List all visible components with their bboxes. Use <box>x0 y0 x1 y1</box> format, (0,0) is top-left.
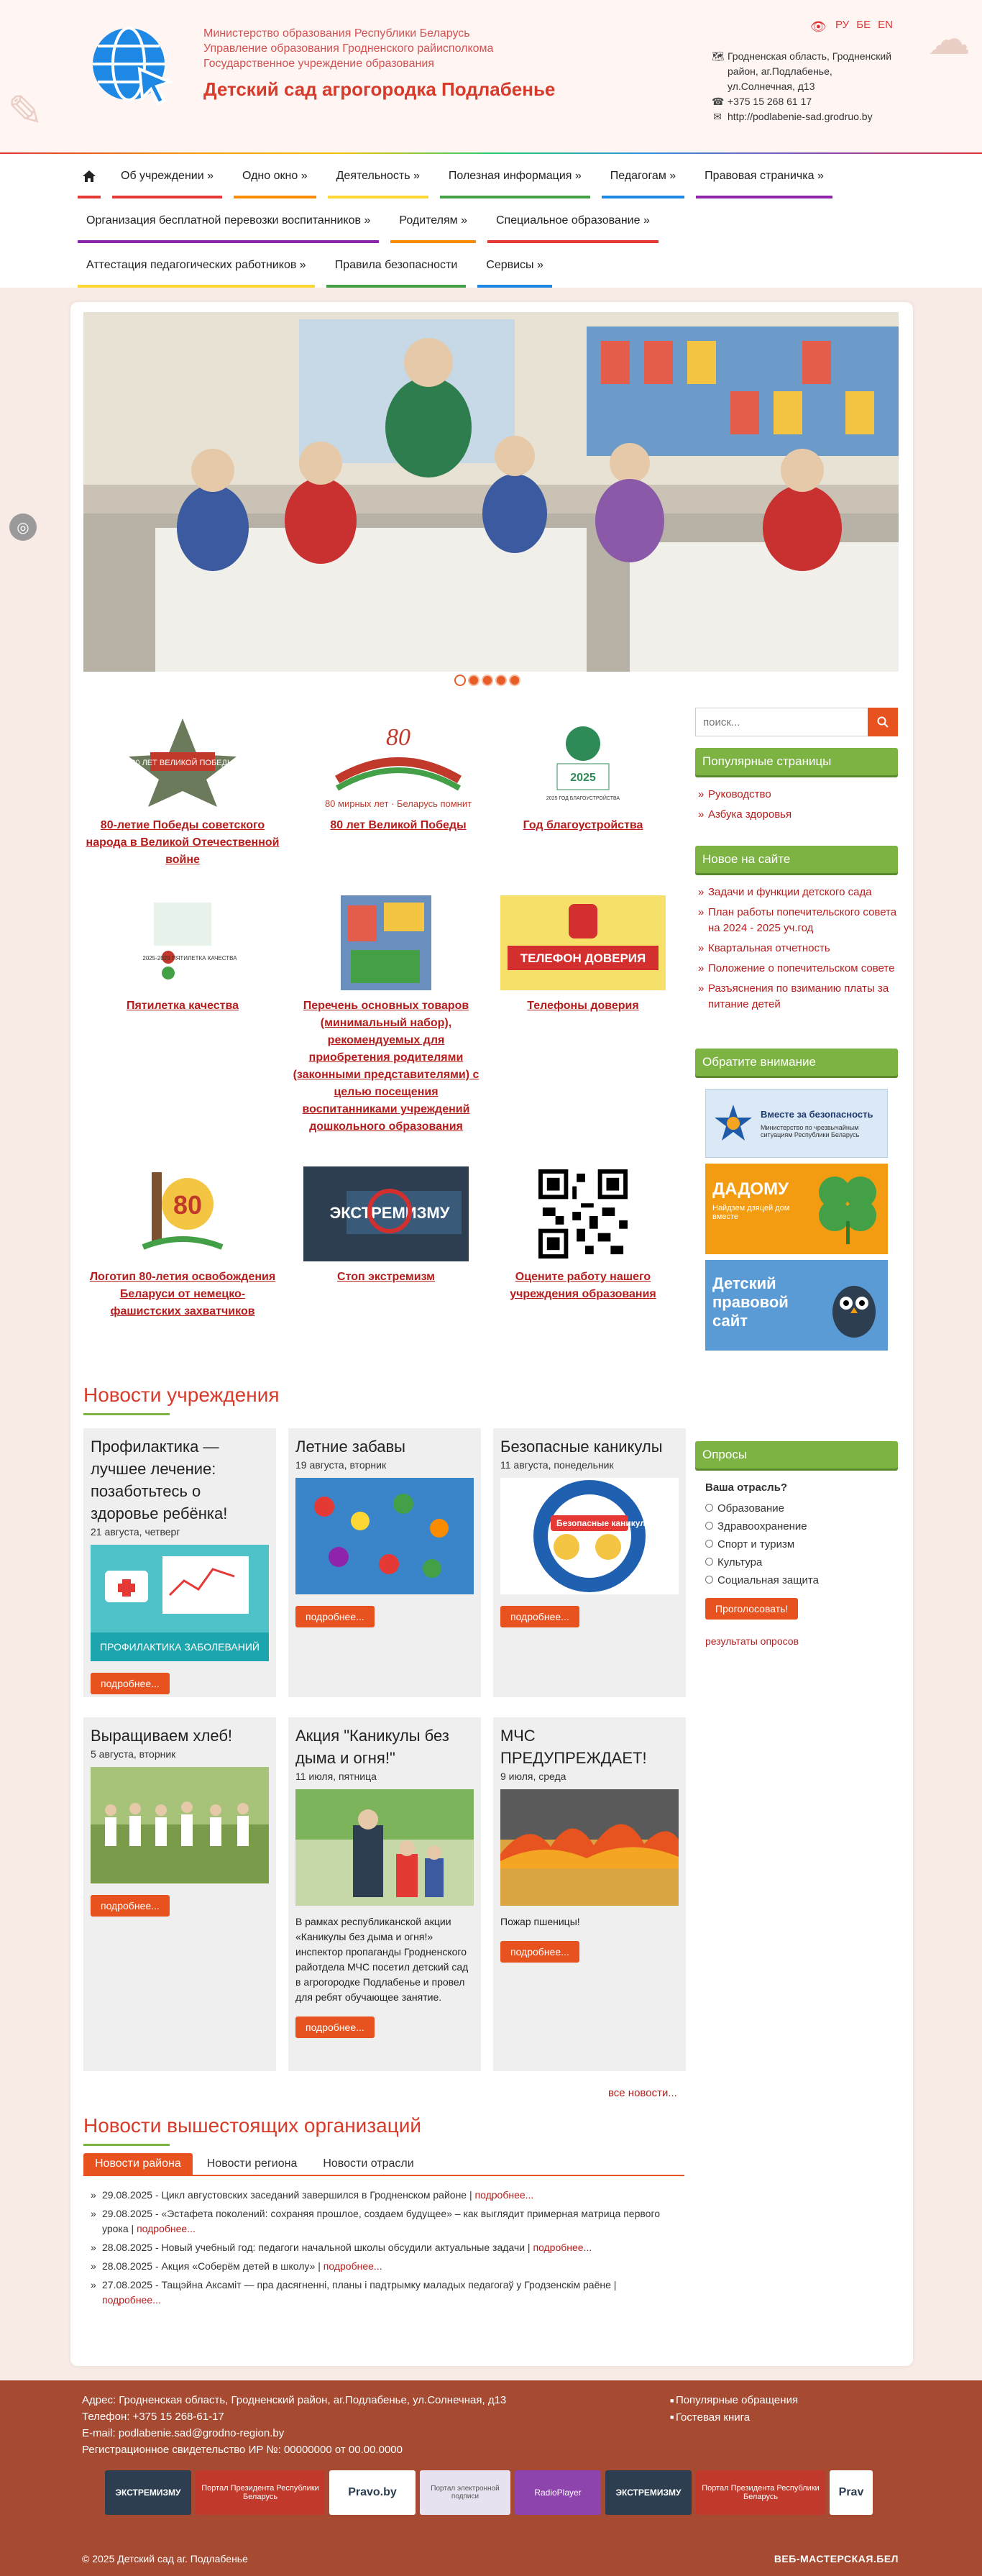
banner-caption[interactable]: Год благоустройства <box>523 819 643 831</box>
partner-banner[interactable]: RadioPlayer <box>515 2470 601 2515</box>
banner-caption[interactable]: Пятилетка качества <box>126 1000 239 1012</box>
slider-dot[interactable] <box>497 676 505 685</box>
slider-dot[interactable] <box>469 676 478 685</box>
partner-banner[interactable]: Pravo.by <box>329 2470 416 2515</box>
decor-doodle: ✎ <box>7 86 44 137</box>
page-body <box>0 288 982 2380</box>
nav-activity[interactable]: Деятельность » <box>322 154 434 198</box>
tab-district-news[interactable]: Новости района <box>83 2153 193 2175</box>
banner-title: Детский правовой сайт <box>712 1274 789 1330</box>
map-icon: 🗺 <box>712 50 725 62</box>
poll-option-label: Здравоохранение <box>717 1520 807 1533</box>
poll-option-label: Спорт и туризм <box>717 1538 795 1550</box>
higher-news-tabs <box>83 2153 684 2176</box>
lang-ru[interactable]: РУ <box>835 19 850 31</box>
feed-more-link[interactable]: подробнее... <box>137 2223 196 2234</box>
banner-subtitle: Министерство по чрезвычайным ситуациям Республики Беларусь <box>761 1123 860 1138</box>
partner-banner[interactable]: Prav <box>830 2470 873 2515</box>
slider-photo <box>83 312 899 672</box>
read-more-button[interactable]: подробнее... <box>500 1941 579 1963</box>
banner-title: ДАДОМУ <box>712 1179 789 1199</box>
list-item <box>91 2240 673 2255</box>
nav-row-1 <box>72 154 913 198</box>
lang-en[interactable]: EN <box>878 19 893 31</box>
svg-text:ЭКСТРЕМИЗМУ: ЭКСТРЕМИЗМУ <box>329 1204 450 1222</box>
banner-legal-site[interactable] <box>705 1260 888 1351</box>
all-news-link[interactable]: все новости... <box>608 2087 677 2099</box>
read-more-button[interactable]: подробнее... <box>91 1895 170 1917</box>
news-card[interactable] <box>288 1428 481 1697</box>
slider-dots <box>456 676 519 685</box>
news-title[interactable]: Выращиваем хлеб! <box>91 1727 233 1745</box>
list-item <box>698 981 898 1013</box>
partner-banner[interactable]: Портал Президента Республики Беларусь <box>696 2470 825 2515</box>
news-image <box>91 1767 269 1883</box>
partner-banners <box>105 2470 873 2515</box>
poll-question: Ваша отрасль? <box>705 1481 788 1494</box>
contact-site[interactable]: http://podlabenie-sad.grodruo.by <box>728 111 873 122</box>
site-title[interactable]: Детский сад агрогородка Подлабенье <box>203 78 556 100</box>
developer-link[interactable]: ВЕБ-МАСТЕРСКАЯ.БЕЛ <box>774 2553 899 2564</box>
nav-row-2 <box>72 198 913 243</box>
nav-teachers[interactable]: Педагогам » <box>596 154 690 198</box>
popular-pages-widget <box>695 748 898 827</box>
attention-banners <box>705 1089 888 1351</box>
envelope-icon: ✉ <box>713 111 722 122</box>
footer-registration: Регистрационное свидетельство ИР №: 00000000 от 00.00.0000 <box>82 2444 403 2456</box>
clover-icon <box>813 1171 882 1246</box>
feed-more-link[interactable]: подробнее... <box>533 2242 592 2253</box>
news-title[interactable]: Безопасные каникулы <box>500 1438 663 1456</box>
feed-more-link[interactable]: подробнее... <box>474 2189 534 2201</box>
news-card[interactable] <box>493 1717 686 2071</box>
mchs-star-icon <box>713 1103 753 1143</box>
list-item <box>91 2206 673 2237</box>
banner-year-improvement[interactable] <box>486 715 680 834</box>
banner-safety-together[interactable] <box>705 1089 888 1158</box>
org-department: Управление образования Гродненского райисполкома <box>203 42 494 55</box>
svg-text:2025 ГОД БЛАГОУСТРОЙСТВА: 2025 ГОД БЛАГОУСТРОЙСТВА <box>546 796 620 801</box>
read-more-button[interactable]: подробнее... <box>500 1606 579 1627</box>
news-image-text: Безопасные каникулы <box>556 1518 653 1528</box>
widget-title: Обратите внимание <box>695 1049 898 1076</box>
phone-icon: ☎ <box>712 96 725 107</box>
slider-dot[interactable] <box>483 676 492 685</box>
banner-caption[interactable]: 80-летие Победы советского народа в Великой Отечественной войне <box>86 819 280 866</box>
poll-radio[interactable] <box>705 1504 713 1512</box>
banner-80-years-victory[interactable] <box>301 715 495 834</box>
popular-link[interactable]: Руководство <box>708 788 771 800</box>
banner-dadomu[interactable] <box>705 1164 888 1254</box>
org-ministry: Министерство образования Республики Беларусь <box>203 27 470 40</box>
news-card[interactable] <box>83 1428 276 1697</box>
nav-row-3 <box>72 243 913 288</box>
footer-info <box>82 2392 506 2458</box>
footer-email[interactable]: E-mail: podlabenie.sad@grodno-region.by <box>82 2427 285 2439</box>
search-icon <box>877 716 889 728</box>
belarus-remembers-image <box>324 715 472 810</box>
goods-list-image <box>341 895 431 990</box>
list-item <box>698 787 898 803</box>
new-link[interactable]: Задачи и функции детского сада <box>708 886 872 898</box>
banner-victory-80[interactable] <box>86 715 280 869</box>
vote-button[interactable]: Проголосовать! <box>705 1598 798 1620</box>
footer-links <box>670 2392 798 2426</box>
news-date: 9 июля, среда <box>500 1771 566 1782</box>
new-on-site-widget <box>695 846 898 1017</box>
list-item <box>91 2188 673 2203</box>
banner-rate-institution[interactable] <box>486 1166 680 1303</box>
contact-phone: +375 15 268 61 17 <box>728 96 812 107</box>
search-box <box>695 708 898 736</box>
banner-goods-list[interactable] <box>289 895 483 1136</box>
feed-more-link[interactable]: подробнее... <box>102 2294 161 2306</box>
news-image <box>91 1545 269 1661</box>
list-item <box>698 807 898 823</box>
org-type: Государственное учреждение образования <box>203 58 434 70</box>
search-input[interactable] <box>695 708 868 736</box>
feed-item-text: 28.08.2025 - Акция «Соберём детей в школу» | <box>102 2260 321 2272</box>
banner-subtitle: Найдзем дзяцей дом вместе <box>712 1204 790 1221</box>
svg-text:80: 80 <box>173 1190 203 1220</box>
accessibility-icon[interactable]: ◎ <box>9 513 37 541</box>
partner-banner[interactable]: Портал Президента Республики Беларусь <box>196 2470 325 2515</box>
news-image <box>295 1478 474 1594</box>
nav-special-education[interactable]: Специальное образование » <box>482 198 664 243</box>
news-date: 5 августа, вторник <box>91 1748 176 1760</box>
new-link[interactable]: Разъяснения по взиманию платы за питание детей <box>708 982 889 1010</box>
nav-attestation[interactable]: Аттестация педагогических работников » <box>72 243 321 288</box>
news-title[interactable]: МЧС ПРЕДУПРЕЖДАЕТ! <box>500 1727 647 1767</box>
nav-legal[interactable]: Правовая страничка » <box>690 154 838 198</box>
nav-parents[interactable]: Родителям » <box>385 198 482 243</box>
owl-icon <box>827 1274 881 1339</box>
search-button[interactable] <box>868 708 898 736</box>
news-card[interactable] <box>83 1717 276 2071</box>
footer-link[interactable]: ■ Популярные обращения <box>670 2392 798 2409</box>
list-item <box>698 905 898 936</box>
poll-option-label: Образование <box>717 1502 784 1515</box>
poll-radio[interactable] <box>705 1540 713 1548</box>
banner-caption[interactable]: Логотип 80-летия освобождения Беларуси от немецко-фашистских захватчиков <box>89 1271 276 1317</box>
site-footer <box>0 2380 982 2576</box>
nav-useful-info[interactable]: Полезная информация » <box>434 154 596 198</box>
list-item <box>698 961 898 977</box>
nav-services[interactable]: Сервисы » <box>472 243 558 288</box>
news-image <box>500 1478 679 1594</box>
footer-phone: Телефон: +375 15 268-61-17 <box>82 2411 224 2423</box>
read-more-button[interactable]: подробнее... <box>91 1673 170 1694</box>
poll-form <box>705 1481 898 1647</box>
feed-more-link[interactable]: подробнее... <box>323 2260 382 2272</box>
banner-caption[interactable]: Телефоны доверия <box>527 1000 639 1012</box>
contact-address: Гродненская область, Гродненский район, аг.Подлабенье, ул.Солнечная, д13 <box>728 50 892 92</box>
main-nav <box>0 154 982 288</box>
banner-caption[interactable]: 80 лет Великой Победы <box>330 819 467 831</box>
nav-about[interactable]: Об учреждении » <box>106 154 228 198</box>
poll-widget <box>695 1441 898 1647</box>
list-item <box>91 2278 673 2308</box>
read-more-button[interactable]: подробнее... <box>295 1606 375 1627</box>
contact-block <box>712 49 899 124</box>
feed-item-text: 28.08.2025 - Новый учебный год: педагоги начальной школы обсудили актуальные задачи | <box>102 2242 531 2253</box>
read-more-button[interactable]: подробнее... <box>295 2017 375 2038</box>
news-date: 11 июля, пятница <box>295 1771 377 1782</box>
svg-text:2025: 2025 <box>570 772 596 784</box>
partner-banner[interactable]: ЭКСТРЕМИЗМУ <box>105 2470 191 2515</box>
svg-text:80: 80 <box>386 724 410 751</box>
news-image <box>295 1789 474 1906</box>
higher-news-title: Новости вышестоящих организаций <box>83 2114 422 2137</box>
list-item <box>91 2259 673 2274</box>
news-excerpt: В рамках республиканской акции «Каникулы без дыма и огня!» инспектор пропаганды Гродненского райотдела МЧС посетил детский сад в агрогородке Подлабенье и провел для ребят обучающее занятие. <box>295 1916 469 2003</box>
tab-sector-news[interactable]: Новости отрасли <box>323 2157 414 2170</box>
banner-quality-five-year[interactable] <box>86 895 280 1015</box>
nav-safety-rules[interactable]: Правила безопасности <box>321 243 472 288</box>
news-date: 19 августа, вторник <box>295 1459 387 1471</box>
low-vision-eye-icon[interactable]: 👁 <box>810 19 827 34</box>
slider-dot[interactable] <box>456 676 464 685</box>
news-title[interactable]: Летние забавы <box>295 1438 405 1456</box>
feed-item-text: 29.08.2025 - «Эстафета поколений: сохраняя прошлое, создаем будущее» – как выглядит примерная матрица первого урока | <box>102 2208 661 2234</box>
news-image <box>500 1789 679 1906</box>
liberation-logo-image <box>136 1166 229 1261</box>
quality-five-year-image <box>139 895 237 990</box>
poll-options <box>705 1499 898 1589</box>
attention-widget <box>695 1049 898 1351</box>
globe-logo-icon[interactable] <box>89 24 174 109</box>
svg-text:80 ЛЕТ ВЕЛИКОЙ ПОБЕДЫ: 80 ЛЕТ ВЕЛИКОЙ ПОБЕДЫ <box>131 759 234 767</box>
home-icon[interactable] <box>72 154 106 198</box>
banner-liberation-80[interactable] <box>86 1166 280 1320</box>
banner-stop-extremism[interactable] <box>289 1166 483 1286</box>
partner-banner[interactable]: Портал электронной подписи <box>420 2470 510 2515</box>
news-card[interactable] <box>288 1717 481 2071</box>
tab-region-news[interactable]: Новости региона <box>206 2157 298 2170</box>
org-block <box>203 26 577 101</box>
svg-text:2025-2029 ПЯТИЛЕТКА КАЧЕСТВА: 2025-2029 ПЯТИЛЕТКА КАЧЕСТВА <box>142 955 237 962</box>
footer-link[interactable]: ■ Гостевая книга <box>670 2409 798 2426</box>
decor-doodle: ☁ <box>927 14 970 65</box>
widget-title: Популярные страницы <box>695 748 898 775</box>
banner-caption[interactable]: Перечень основных товаров (минимальный набор), рекомендуемых для приобретения родителями (законными представителями) с целью посещения воспитанниками учреждений дошкольного образования <box>293 1000 479 1133</box>
news-card[interactable] <box>493 1428 686 1697</box>
partner-banner[interactable]: ЭКСТРЕМИЗМУ <box>605 2470 692 2515</box>
trust-phone-image <box>500 895 666 990</box>
new-link[interactable]: План работы попечительского совета на 2024 - 2025 уч.год <box>708 906 897 934</box>
hero-slider[interactable] <box>83 312 899 672</box>
news-date: 11 августа, понедельник <box>500 1459 614 1471</box>
feed-item-text: 29.08.2025 - Цикл августовских заседаний завершился в Гродненском районе | <box>102 2189 472 2201</box>
popular-link[interactable]: Азбука здоровья <box>708 808 792 821</box>
footer-address: Адрес: Гродненская область, Гродненский район, аг.Подлабенье, ул.Солнечная, д13 <box>82 2394 507 2406</box>
news-excerpt: Пожар пшеницы! <box>500 1916 580 1927</box>
new-link[interactable]: Квартальная отчетность <box>708 942 830 954</box>
poll-results-link[interactable]: результаты опросов <box>705 1635 799 1647</box>
poll-radio[interactable] <box>705 1576 713 1584</box>
svg-text:ТЕЛЕФОН ДОВЕРИЯ: ТЕЛЕФОН ДОВЕРИЯ <box>520 951 646 965</box>
qr-code-image <box>538 1169 628 1259</box>
copyright: © 2025 Детский сад аг. Подлабенье <box>82 2553 248 2564</box>
victory-star-image <box>121 715 244 810</box>
poll-radio[interactable] <box>705 1522 713 1530</box>
banner-caption[interactable]: Оцените работу нашего учреждения образования <box>510 1271 656 1300</box>
widget-title: Новое на сайте <box>695 846 898 873</box>
new-link[interactable]: Положение о попечительском совете <box>708 962 895 974</box>
news-title[interactable]: Профилактика — лучшее лечение: позаботьтесь о здоровье ребёнка! <box>91 1438 228 1522</box>
svg-text:80 мирных лет · Беларусь помни: 80 мирных лет · Беларусь помнит <box>324 798 472 809</box>
news-date: 21 августа, четверг <box>91 1526 180 1538</box>
higher-news-list <box>91 2188 673 2311</box>
nav-one-window[interactable]: Одно окно » <box>228 154 322 198</box>
news-title[interactable]: Акция "Каникулы без дыма и огня!" <box>295 1727 449 1767</box>
slider-dot[interactable] <box>510 676 519 685</box>
year-improvement-image <box>540 715 626 810</box>
widget-title: Опросы <box>695 1441 898 1469</box>
list-item <box>698 941 898 956</box>
site-header <box>0 0 982 154</box>
lang-be[interactable]: БЕ <box>856 19 871 31</box>
news-image-text: ПРОФИЛАКТИКА ЗАБОЛЕВАНИЙ <box>91 1632 269 1661</box>
banner-trust-phones[interactable] <box>486 895 680 1015</box>
poll-option-label: Культура <box>717 1556 763 1568</box>
feed-item-text: 27.08.2025 - Тащэйна Аксамiт — пра дасягненнi, планы i падтрымку маладых педагогаў у Гродзенскім раёне | <box>102 2279 617 2290</box>
nav-transport[interactable]: Организация бесплатной перевозки воспитанников » <box>72 198 385 243</box>
stop-extremism-image <box>303 1166 469 1261</box>
poll-radio[interactable] <box>705 1558 713 1566</box>
news-section-title: Новости учреждения <box>83 1384 280 1406</box>
language-switcher <box>799 19 893 31</box>
poll-option-label: Социальная защита <box>717 1574 819 1586</box>
banner-title: Вместе за безопасность <box>761 1108 873 1120</box>
banner-caption[interactable]: Стоп экстремизм <box>337 1271 435 1283</box>
list-item <box>698 885 898 900</box>
